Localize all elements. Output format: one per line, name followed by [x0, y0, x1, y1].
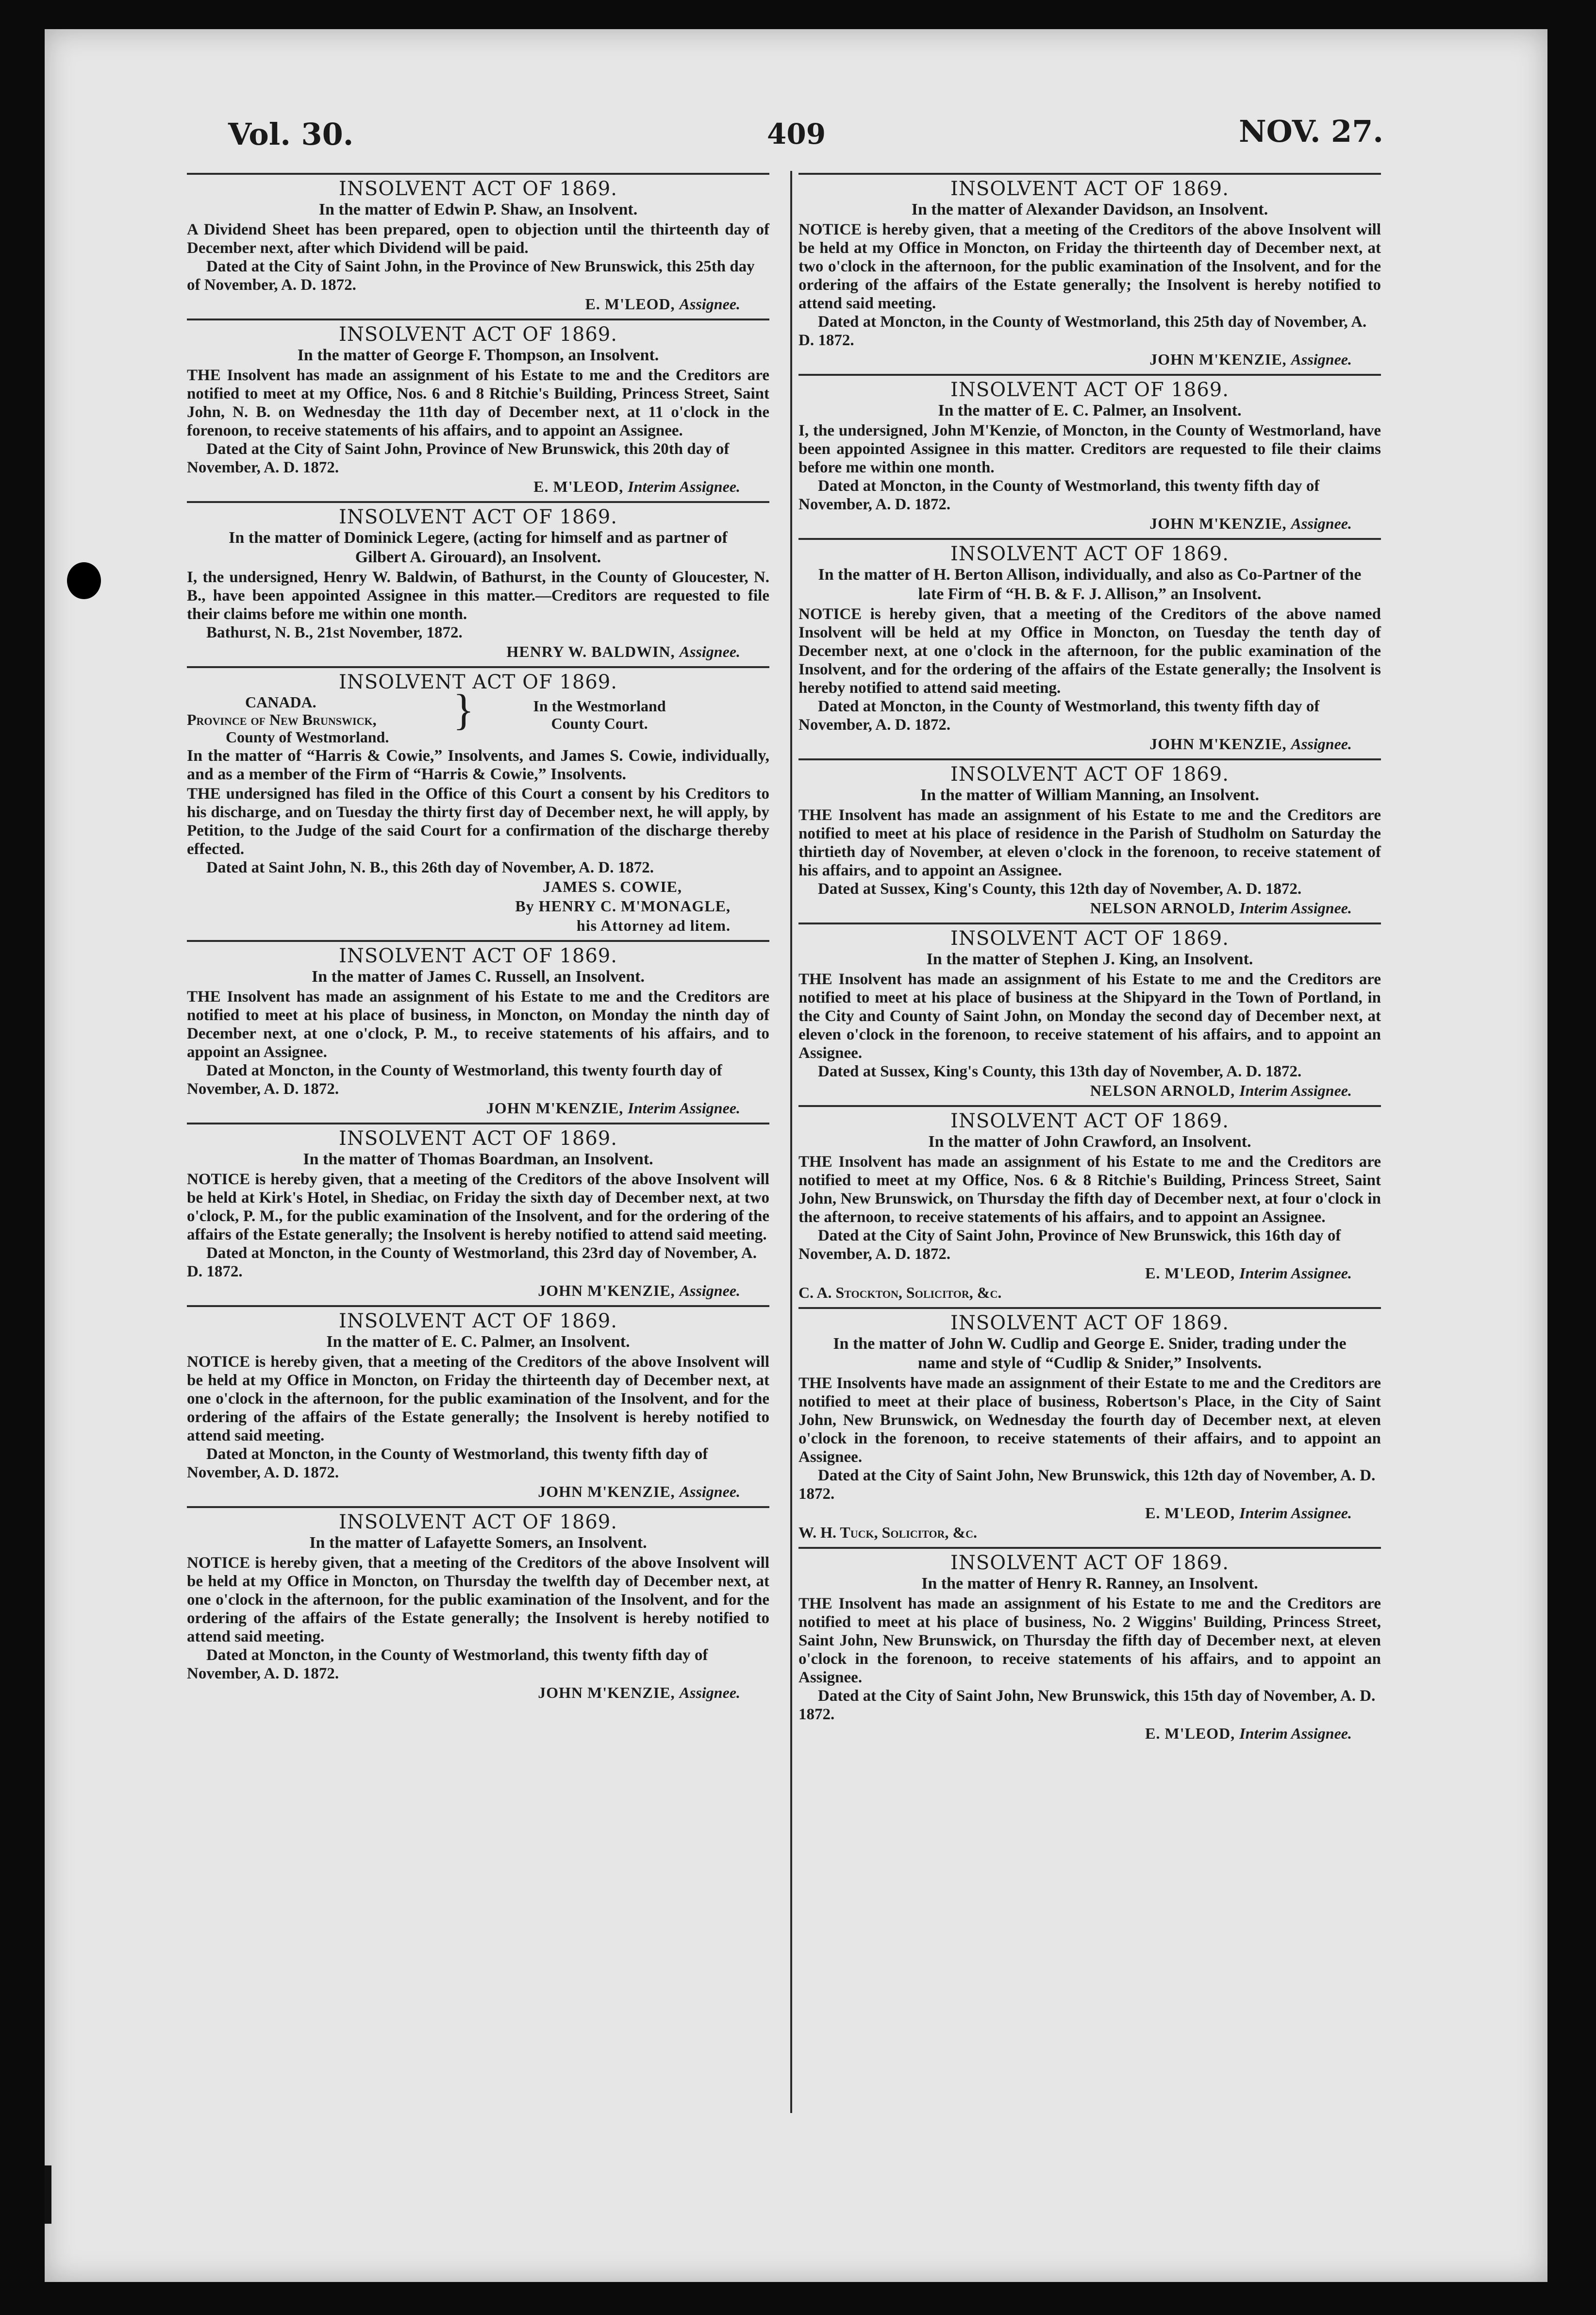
notice-body: NOTICE is hereby given, that a meeting of the Creditors of the above named Insolvent will be held at my Office in Moncton, on Tuesday the tenth day of December next, at one o'clock in the afternoon, for the public examination of the Insolvent, and for the ordering of the affairs of the Estate generally; the Insolvent is hereby notified to attend said meeting.: [798, 605, 1381, 697]
notice-dated: Dated at Moncton, in the County of Westmorland, this 25th day of November, A. D. 1872.: [798, 313, 1367, 349]
notice-signature: [798, 514, 1381, 533]
notice-title: INSOLVENT ACT OF 1869.: [950, 1552, 1229, 1574]
notice-matter: In the matter of H. Berton Allison, individually, and also as Co-Partner of the late Firm of “H. B. & F. J. Allison,” an Insolvent.: [818, 566, 1362, 603]
notice-body: THE Insolvent has made an assignment of his Estate to me and the Creditors are notified to meet at my Office, Nos. 6 & 8 Ritchie's Building, Princess Street, Saint John, New Brunswick, on Thursday the fifth day of December next, at four o'clock in the afternoon, to receive statements of his affairs, and to appoint an Assignee.: [798, 1153, 1381, 1226]
signer-role: Assignee.: [679, 643, 740, 660]
notice-title: INSOLVENT ACT OF 1869.: [950, 763, 1229, 786]
notice-body: THE undersigned has filed in the Office of this Court a consent by his Creditors to his discharge, and on Tuesday the thirty first day of December next, he will apply, by Petition, to the Judge of the said Court for a confirmation of the discharge thereby effected.: [187, 785, 769, 858]
notice-matter: In the matter of Alexander Davidson, an Insolvent.: [911, 201, 1268, 218]
notice-matter: In the matter of “Harris & Cowie,” Insolvents, and James S. Cowie, individually, and as a member of the Firm of “Harris & Cowie,” Insolvents.: [187, 747, 769, 783]
signer-name: JOHN M'KENZIE,: [486, 1099, 624, 1117]
notice-boardman: [187, 1123, 769, 1305]
court-province: Province of New Brunswick,: [187, 711, 377, 728]
notice-body: NOTICE is hereby given, that a meeting of the Creditors of the above Insolvent will be held at Kirk's Hotel, in Shediac, on Friday the sixth day of December next, at two o'clock, P. M., for the public examination of the Insolvent, and for the ordering of the affairs of the Estate generally; the Insolvent is hereby notified to attend said meeting.: [187, 1171, 769, 1243]
notice-signature: [187, 477, 769, 496]
signer-name: NELSON ARNOLD,: [1090, 899, 1235, 917]
court-county: County of Westmorland.: [226, 728, 389, 746]
solicitor-line: W. H. Tuck, Solicitor, &c.: [798, 1524, 978, 1541]
notice-body: THE Insolvent has made an assignment of his Estate to me and the Creditors are notified to meet at his place of business, in Moncton, on Monday the ninth day of December next, at one o'clock, P. M., to receive statements of his affairs, and to appoint an Assignee.: [187, 988, 769, 1061]
notice-signature: [187, 1482, 769, 1501]
notice-legere: [187, 501, 769, 666]
signer-role: Assignee.: [679, 1684, 740, 1701]
notice-dated: Dated at Moncton, in the County of Westmorland, this 23rd day of November, A. D. 1872.: [187, 1244, 757, 1280]
notice-allison: [798, 538, 1381, 758]
notice-body: I, the undersigned, Henry W. Baldwin, of Bathurst, in the County of Gloucester, N. B., have been appointed Assignee in this matter.—Creditors are requested to file their claims before me within one month.: [187, 569, 769, 623]
notice-cudlip-snider: [798, 1307, 1381, 1547]
notice-matter: In the matter of John Crawford, an Insolvent.: [928, 1133, 1251, 1151]
notice-signature: [187, 642, 769, 661]
signer-role: Assignee.: [1291, 351, 1352, 368]
court-country: CANADA.: [245, 693, 316, 711]
signer-role: Interim Assignee.: [1239, 1264, 1352, 1282]
notice-body: THE Insolvent has made an assignment of his Estate to me and the Creditors are notified to meet at his place of business, No. 2 Wiggins' Building, Princess Street, Saint John, New Brunswick, on Thursday the fifth day of December next, at eleven o'clock in the forenoon, to receive statements of his affairs, and to appoint an Assignee.: [798, 1595, 1381, 1686]
signer-role: Assignee.: [679, 295, 740, 313]
notice-dated: Dated at Moncton, in the County of Westmorland, this twenty fifth day of November, A. D. 1872.: [798, 698, 1320, 734]
signer-name: E. M'LEOD,: [1145, 1725, 1235, 1742]
notice-dated: Dated at Moncton, in the County of Westmorland, this twenty fifth day of November, A. D. 1872.: [798, 477, 1320, 513]
notice-dated: Dated at Moncton, in the County of Westmorland, this twenty fifth day of November, A. D. 1872.: [187, 1646, 708, 1682]
notice-dated: Dated at Sussex, King's County, this 13th day of November, A. D. 1872.: [818, 1063, 1302, 1080]
notice-somers: [187, 1506, 769, 1707]
notice-davidson: [798, 173, 1381, 374]
signer-role: Assignee.: [1291, 735, 1352, 753]
signer-role: Assignee.: [1291, 515, 1352, 532]
notice-russell: [187, 940, 769, 1123]
notice-matter: In the matter of Stephen J. King, an Insolvent.: [926, 950, 1253, 968]
signer-name: HENRY W. BALDWIN,: [506, 643, 675, 660]
notice-dated: Dated at the City of Saint John, New Brunswick, this 15th day of November, A. D. 1872.: [798, 1687, 1376, 1723]
notice-signature: [798, 1081, 1381, 1100]
signer-name: JOHN M'KENZIE,: [538, 1483, 675, 1500]
signer-name: JOHN M'KENZIE,: [538, 1282, 675, 1299]
notice-signature: [798, 350, 1381, 369]
notice-dated: Dated at Moncton, in the County of Westmorland, this twenty fifth day of November, A. D. 1872.: [187, 1445, 708, 1481]
notice-cowie: [187, 666, 769, 940]
notice-dated: Dated at the City of Saint John, Province of New Brunswick, this 20th day of November, A. D. 1872.: [187, 440, 730, 476]
signer-role: Interim Assignee.: [1239, 1725, 1352, 1742]
notice-title: INSOLVENT ACT OF 1869.: [339, 1127, 617, 1150]
signer-name: E. M'LEOD,: [1145, 1504, 1235, 1522]
signer-role: Assignee.: [679, 1483, 740, 1500]
notice-matter: In the matter of Henry R. Ranney, an Insolvent.: [921, 1575, 1258, 1593]
signer-name: JOHN M'KENZIE,: [1149, 515, 1287, 532]
notice-body: NOTICE is hereby given, that a meeting of the Creditors of the above Insolvent will be held at my Office in Moncton, on Thursday the twelfth day of December next, at one o'clock in the afternoon, for the public examination of the Insolvent, and for the ordering of the affairs of the Estate generally; the Insolvent is hereby notified to attend said meeting.: [187, 1554, 769, 1645]
notice-body: A Dividend Sheet has been prepared, open to objection until the thirteenth day of December next, after which Dividend will be paid.: [187, 221, 769, 257]
notice-signature: [798, 1503, 1381, 1523]
notice-dated: Dated at Moncton, in the County of Westmorland, this twenty fourth day of November, A. D. 1872.: [187, 1062, 722, 1098]
solicitor-line: C. A. Stockton, Solicitor, &c.: [798, 1284, 1002, 1301]
notice-dated: Dated at the City of Saint John, New Brunswick, this 12th day of November, A. D. 1872.: [798, 1467, 1376, 1503]
notice-signature: [187, 294, 769, 314]
column-divider: [790, 171, 792, 2113]
left-column: [187, 173, 769, 1707]
court-name: [478, 693, 721, 746]
attorney-role: his Attorney ad litem.: [576, 917, 731, 934]
signer-name: JOHN M'KENZIE,: [538, 1684, 675, 1701]
signer-role: Interim Assignee.: [1239, 1504, 1352, 1522]
notice-ranney: [798, 1547, 1381, 1748]
notice-signature: [798, 1724, 1381, 1743]
notice-manning: [798, 758, 1381, 923]
notice-title: INSOLVENT ACT OF 1869.: [339, 671, 617, 693]
notice-title: INSOLVENT ACT OF 1869.: [950, 927, 1229, 950]
notice-matter: In the matter of Edwin P. Shaw, an Insolvent.: [318, 201, 638, 218]
notice-dated: Bathurst, N. B., 21st November, 1872.: [206, 624, 463, 641]
page-number: 409: [767, 117, 826, 151]
notice-body: THE Insolvents have made an assignment of their Estate to me and the Creditors are notified to meet at their place of business, Robertson's Place, in the City of Saint John, New Brunswick, on Wednesday the fourth day of December next, at eleven o'clock in the forenoon, to receive statements of their affairs, and to appoint an Assignee.: [798, 1375, 1381, 1466]
notice-body: THE Insolvent has made an assignment of his Estate to me and the Creditors are notified to meet at his place of residence in the Parish of Studholm on Saturday the thirtieth day of November, at eleven o'clock in the forenoon, to receive statement of his affairs, and to appoint an Assignee.: [798, 806, 1381, 879]
signer-name: E. M'LEOD,: [533, 478, 624, 495]
notice-title: INSOLVENT ACT OF 1869.: [950, 178, 1229, 200]
notice-dated: Dated at the City of Saint John, Province of New Brunswick, this 16th day of November, A. D. 1872.: [798, 1227, 1341, 1263]
notice-palmer-assignee: [798, 374, 1381, 538]
notice-signature: [187, 1281, 769, 1300]
signer-role: Interim Assignee.: [1239, 899, 1352, 917]
notice-matter: In the matter of Dominick Legere, (acting for himself and as partner of Gilbert A. Girouard), an Insolvent.: [229, 529, 728, 566]
notice-matter: In the matter of Lafayette Somers, an Insolvent.: [309, 1534, 647, 1552]
right-column: [798, 173, 1381, 1748]
notice-title: INSOLVENT ACT OF 1869.: [339, 1310, 617, 1332]
notice-dated: Dated at Sussex, King's County, this 12th day of November, A. D. 1872.: [818, 880, 1302, 898]
notice-title: INSOLVENT ACT OF 1869.: [339, 945, 617, 967]
notice-thompson: [187, 319, 769, 501]
notice-title: INSOLVENT ACT OF 1869.: [950, 1312, 1229, 1334]
signer-role: Interim Assignee.: [1239, 1082, 1352, 1099]
notice-body: NOTICE is hereby given, that a meeting of the Creditors of the above Insolvent will be held at my Office in Moncton, on Friday the thirteenth day of December next, at two o'clock in the afternoon, for the public examination of the Insolvent, and for the ordering of the affairs of the Estate generally; the Insolvent is hereby notified to attend said meeting.: [798, 221, 1381, 312]
notice-matter: In the matter of James C. Russell, an Insolvent.: [312, 968, 645, 986]
signer-role: Assignee.: [679, 1282, 740, 1299]
notice-dated: Dated at Saint John, N. B., this 26th day of November, A. D. 1872.: [206, 859, 654, 876]
brace-glyph: }: [453, 686, 474, 734]
issue-date: NOV. 27.: [1239, 114, 1383, 149]
court-jurisdiction: [187, 693, 449, 746]
notice-matter: In the matter of Thomas Boardman, an Insolvent.: [303, 1150, 653, 1168]
notice-body: NOTICE is hereby given, that a meeting of the Creditors of the above Insolvent will be held at my Office in Moncton, on Friday the thirteenth day of December next, at one o'clock in the afternoon, for the public examination of the Insolvent, and for the ordering of the affairs of the Estate generally; the Insolvent is hereby notified to attend said meeting.: [187, 1353, 769, 1444]
signer-name: E. M'LEOD,: [585, 295, 675, 313]
notice-shaw: [187, 173, 769, 319]
notice-signature: [798, 1263, 1381, 1283]
court-name-line2: County Court.: [551, 715, 648, 732]
binding-hole: [67, 562, 101, 599]
binding-edge-mark: [45, 2165, 51, 2224]
notice-body: I, the undersigned, John M'Kenzie, of Moncton, in the County of Westmorland, have been appointed Assignee in this matter. Creditors are requested to file their claims before me within one month.: [798, 422, 1381, 476]
signer-name: JOHN M'KENZIE,: [1149, 351, 1287, 368]
notice-title: INSOLVENT ACT OF 1869.: [339, 506, 617, 528]
notice-title: INSOLVENT ACT OF 1869.: [950, 1110, 1229, 1132]
signer-role: Interim Assignee.: [628, 1099, 740, 1117]
signer-name: E. M'LEOD,: [1145, 1264, 1235, 1282]
notice-title: INSOLVENT ACT OF 1869.: [339, 178, 617, 200]
attorney-name: By HENRY C. M'MONAGLE,: [515, 897, 731, 915]
notice-title: INSOLVENT ACT OF 1869.: [950, 543, 1229, 565]
notice-king: [798, 923, 1381, 1105]
page-header: [180, 112, 1383, 165]
notice-matter: In the matter of E. C. Palmer, an Insolvent.: [326, 1333, 630, 1351]
notice-title: INSOLVENT ACT OF 1869.: [339, 323, 617, 346]
signer-role: Interim Assignee.: [628, 478, 740, 495]
notice-signature: [798, 898, 1381, 918]
notice-title: INSOLVENT ACT OF 1869.: [950, 379, 1229, 401]
court-heading: [187, 686, 769, 746]
signer-name: NELSON ARNOLD,: [1090, 1082, 1235, 1099]
signer-name: JAMES S. COWIE,: [542, 878, 682, 895]
notice-signature: [798, 734, 1381, 754]
notice-body: THE Insolvent has made an assignment of his Estate to me and the Creditors are notified to meet at his place of business at the Shipyard in the Town of Portland, in the City and County of Saint John, on Monday the second day of December next, at eleven o'clock in the forenoon, to receive statement of his affairs, and to appoint an Assignee.: [798, 971, 1381, 1062]
notice-matter: In the matter of George F. Thompson, an Insolvent.: [297, 346, 659, 364]
notice-title: INSOLVENT ACT OF 1869.: [339, 1511, 617, 1533]
notice-signature: [187, 1683, 769, 1702]
notice-crawford: [798, 1105, 1381, 1307]
court-name-line1: In the Westmorland: [533, 697, 666, 715]
notice-signature: [187, 1098, 769, 1118]
notice-matter: In the matter of William Manning, an Insolvent.: [920, 786, 1259, 804]
notice-matter: In the matter of John W. Cudlip and George E. Snider, trading under the name and style of “Cudlip & Snider,” Insolvents.: [833, 1335, 1347, 1372]
notice-palmer-meeting: [187, 1305, 769, 1506]
notice-dated: Dated at the City of Saint John, in the Province of New Brunswick, this 25th day of November, A. D. 1872.: [187, 258, 755, 294]
notice-matter: In the matter of E. C. Palmer, an Insolvent.: [938, 402, 1242, 419]
volume-number: Vol. 30.: [228, 117, 354, 152]
notice-body: THE Insolvent has made an assignment of his Estate to me and the Creditors are notified to meet at my Office, Nos. 6 and 8 Ritchie's Building, Princess Street, Saint John, N. B. on Wednesday the 11th day of December next, at 11 o'clock in the forenoon, to receive statements of his affairs, and to appoint an Assignee.: [187, 367, 769, 439]
signer-name: JOHN M'KENZIE,: [1149, 735, 1287, 753]
